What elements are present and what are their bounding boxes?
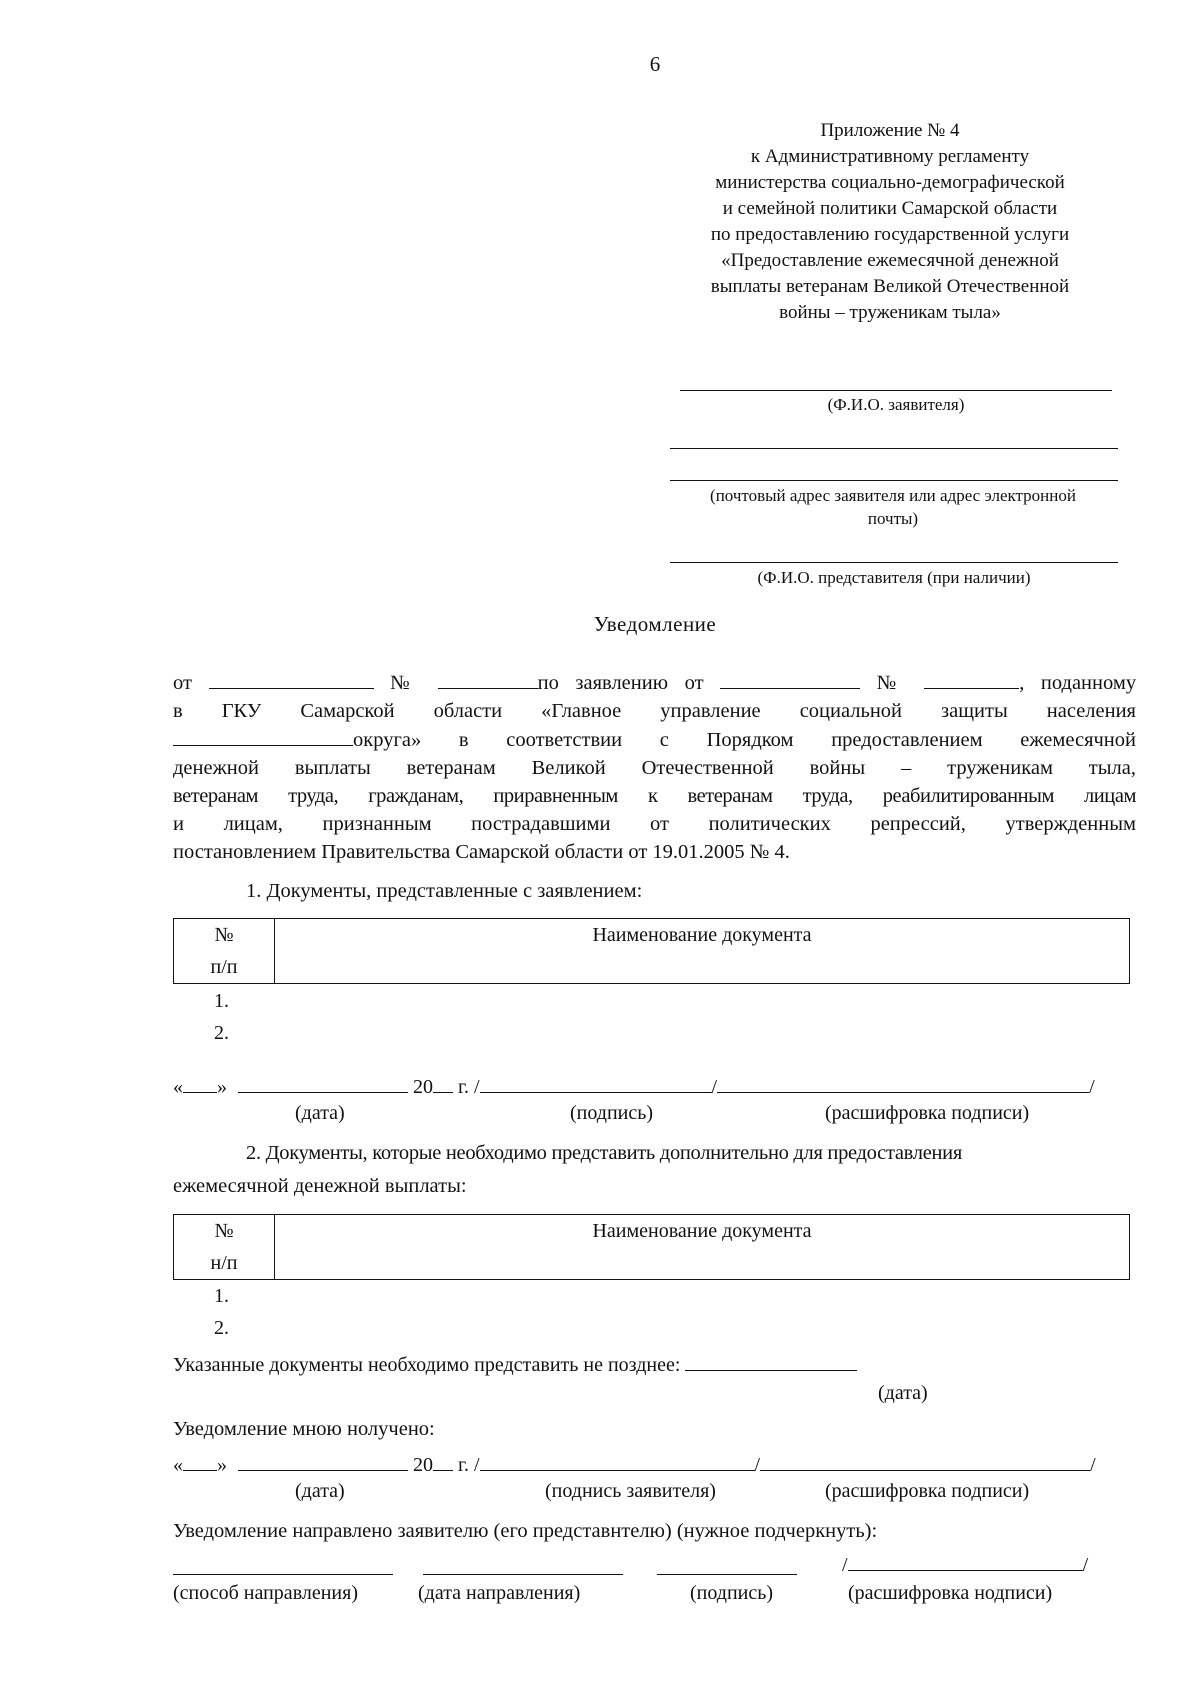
district-field[interactable] (173, 725, 353, 746)
decode-label: (расшифровка подписи) (825, 1102, 1030, 1124)
number-label-2: № (876, 672, 908, 694)
year-prefix: 20 (413, 1076, 433, 1098)
column-number-header (174, 919, 275, 984)
paragraph-line-5: ветеранам труда, гражданам, приравненным к ветеранам труда, реабилитированным лицам (173, 785, 1136, 807)
appendix-line: войны – труженикам тыла» (779, 302, 1001, 323)
column-number-line1: № (214, 924, 234, 946)
from-label: от (173, 672, 192, 694)
fio-applicant-line[interactable] (680, 390, 1112, 391)
appendix-line: «Предоставление ежемесячной денежной (721, 250, 1059, 271)
applicant-signature-field[interactable] (480, 1450, 755, 1471)
address-caption (660, 484, 1126, 530)
application-date-field[interactable] (720, 668, 860, 689)
page-number: 6 (649, 52, 661, 76)
appendix-line: министерства социально-демографической (715, 172, 1065, 193)
received-text: Уведомление мною нолучено: (173, 1418, 435, 1440)
paragraph-line-6: и лицам, признанным пострадавшими от политических репрессий, утвержденным (173, 813, 1136, 835)
slash: / (754, 1454, 761, 1476)
signature-decode-field[interactable] (717, 1072, 1089, 1093)
column-number-line2: н/п (210, 1252, 238, 1274)
notice-paragraph (173, 668, 1136, 866)
quote-close: » (217, 1454, 227, 1476)
notice-date-field[interactable] (209, 668, 374, 689)
sent-sign-label: (подпись) (690, 1582, 774, 1604)
month-field[interactable] (238, 1450, 408, 1471)
appendix-line: Приложение № 4 (820, 120, 960, 141)
table-row: 1. (214, 1285, 229, 1307)
sign-label: (подпись) (570, 1102, 654, 1124)
by-application-label: по заявлению от (537, 672, 704, 694)
quote-open: « (173, 1454, 183, 1476)
sent-date-label: (дата направления) (418, 1582, 581, 1604)
decode-label: (расшифровка подписи) (825, 1480, 1030, 1502)
address-caption-line1: (почтовый адрес заявителя или адрес электронной (710, 486, 1076, 505)
section1-heading: 1. Документы, представленные с заявлением: (246, 880, 643, 902)
section1-table (173, 918, 1130, 984)
sent-decode-field[interactable] (848, 1550, 1083, 1571)
month-field[interactable] (238, 1072, 408, 1093)
table-row: 2. (214, 1317, 229, 1339)
year-suffix: г. / (458, 1454, 480, 1476)
slash-end: / (1090, 1454, 1096, 1476)
sent-decode-row (842, 1550, 1088, 1577)
section2-heading-line2: ежемесячной денежной выплаты: (173, 1175, 467, 1197)
year-field[interactable] (433, 1072, 453, 1093)
year-prefix: 20 (413, 1454, 433, 1476)
sent-text: Уведомление направлено заявителю (его представнтелю) (нужное подчеркнуть): (173, 1520, 878, 1542)
notice-number-field[interactable] (438, 668, 538, 689)
column-number-header (174, 1215, 275, 1280)
number-label: № (390, 672, 422, 694)
method-label: (способ направления) (173, 1582, 358, 1604)
section2-table (173, 1214, 1130, 1280)
address-line-2[interactable] (670, 480, 1118, 481)
deadline-date-field[interactable] (685, 1350, 857, 1371)
day-field[interactable] (183, 1450, 217, 1471)
day-field[interactable] (183, 1072, 217, 1093)
deadline-date-label: (дата) (878, 1382, 928, 1404)
date-label: (дата) (295, 1102, 345, 1124)
signature-row-2 (173, 1450, 1096, 1477)
representative-line[interactable] (670, 562, 1118, 563)
year-field[interactable] (433, 1450, 453, 1471)
appendix-header (660, 118, 1120, 326)
slash: / (711, 1076, 718, 1098)
column-name-header: Наименование документа (275, 1215, 1130, 1280)
appendix-line: к Административному регламенту (750, 146, 1030, 167)
slash-end: / (1082, 1554, 1089, 1576)
year-suffix: г. / (458, 1076, 480, 1098)
representative-caption: (Ф.И.О. представителя (при наличии) (757, 568, 1031, 587)
address-line-1[interactable] (670, 448, 1118, 449)
paragraph-line-3 (173, 725, 1136, 754)
column-name-header: Наименование документа (275, 919, 1130, 984)
section2-heading-line1: 2. Документы, которые необходимо представить дополнительно для предоставления (246, 1142, 962, 1164)
table-row: 2. (214, 1022, 229, 1044)
sent-date-field[interactable] (423, 1574, 623, 1575)
signature-row-1 (173, 1072, 1095, 1099)
deadline-text: Указанные документы необходимо представить не позднее: (173, 1354, 681, 1376)
fio-applicant-caption: (Ф.И.О. заявителя) (827, 395, 965, 414)
slash-end: / (1089, 1076, 1095, 1098)
appendix-line: выплаты ветеранам Великой Отечественной (710, 276, 1070, 297)
appendix-line: по предоставлению государственной услуги (710, 224, 1070, 245)
applicant-sign-label: (поднись заявителя) (545, 1480, 716, 1502)
paragraph-line-7: постановлением Правительства Самарской области от 19.01.2005 № 4. (173, 841, 790, 863)
document-title: Уведомление (593, 612, 717, 636)
signature-decode-field[interactable] (760, 1450, 1090, 1471)
deadline-row (173, 1350, 857, 1377)
paragraph-line-3-text: округа» в соответствии с Порядком предоставлением ежемесячной (353, 729, 1136, 751)
sent-decode-label: (расшифровка нодписи) (848, 1582, 1053, 1604)
sent-signature-field[interactable] (657, 1574, 797, 1575)
application-number-field[interactable] (924, 668, 1019, 689)
address-caption-line2: почты) (867, 509, 919, 528)
filed-label: , поданному (1019, 672, 1137, 694)
column-number-line2: п/п (210, 956, 238, 978)
paragraph-line-2: в ГКУ Самарской области «Главное управление социальной защиты населения (173, 700, 1136, 722)
table-row: 1. (214, 990, 229, 1012)
quote-open: « (173, 1076, 183, 1098)
quote-close: » (217, 1076, 227, 1098)
method-field[interactable] (173, 1574, 393, 1575)
signature-field[interactable] (480, 1072, 712, 1093)
appendix-line: и семейной политики Самарской области (722, 198, 1058, 219)
slash: / (842, 1554, 848, 1576)
date-label: (дата) (295, 1480, 345, 1502)
paragraph-line-1 (173, 668, 1136, 697)
paragraph-line-4: денежной выплаты ветеранам Великой Отечественной войны – труженикам тыла, (173, 757, 1136, 779)
column-number-line1: № (214, 1220, 234, 1242)
